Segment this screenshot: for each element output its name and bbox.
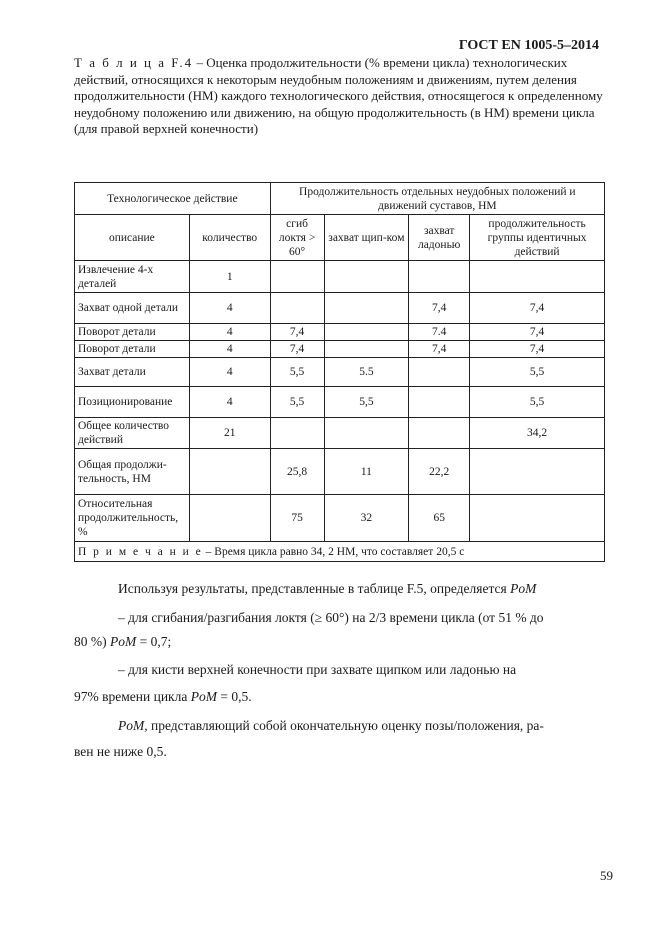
paragraph-3a: – для кисти верхней конечности при захвате щипком или ладонью на bbox=[118, 662, 517, 677]
cell-qty: 4 bbox=[189, 324, 270, 341]
table-row bbox=[75, 449, 605, 495]
table-row bbox=[75, 418, 605, 449]
table-row bbox=[75, 324, 605, 341]
cell-qty: 1 bbox=[189, 261, 270, 293]
cell-desc: Общее количество действий bbox=[75, 418, 190, 449]
cell-pinch: 5,5 bbox=[324, 387, 409, 418]
duration-table bbox=[74, 182, 605, 562]
subheader-group: продолжительность группы идентичных действий bbox=[470, 215, 605, 261]
subheader-quantity: количество bbox=[189, 215, 270, 261]
caption-label: Т а б л и ц а F.4 bbox=[74, 55, 194, 70]
cell-qty: 4 bbox=[189, 341, 270, 358]
cell-pinch bbox=[324, 261, 409, 293]
cell-desc: Извлечение 4-х деталей bbox=[75, 261, 190, 293]
cell-palm: 7,4 bbox=[409, 341, 470, 358]
table-row bbox=[75, 495, 605, 542]
cell-palm bbox=[409, 358, 470, 387]
table-body bbox=[75, 261, 605, 542]
cell-elbow bbox=[270, 293, 324, 324]
cell-desc: Позиционирование bbox=[75, 387, 190, 418]
note-label: П р и м е ч а н и е bbox=[78, 545, 203, 558]
cell-palm bbox=[409, 261, 470, 293]
cell-elbow: 5,5 bbox=[270, 358, 324, 387]
cell-qty bbox=[189, 495, 270, 542]
cell-pinch: 5.5 bbox=[324, 358, 409, 387]
cell-group: 7,4 bbox=[470, 324, 605, 341]
pom-symbol: PoM bbox=[510, 581, 537, 596]
paragraph-2a: – для сгибания/разгибания локтя (≥ 60°) на 2/3 времени цикла (от 51 % до bbox=[118, 610, 544, 625]
subheader-elbow: сгиб локтя > 60° bbox=[270, 215, 324, 261]
page-number: 59 bbox=[600, 868, 613, 883]
header-duration: Продолжительность отдельных неудобных положений и движений суставов, НМ bbox=[270, 183, 604, 215]
cell-elbow: 25,8 bbox=[270, 449, 324, 495]
header-tech-action: Технологическое действие bbox=[75, 183, 271, 215]
cell-desc: Общая продолжительность, НМ bbox=[75, 449, 190, 495]
table-note bbox=[75, 542, 605, 562]
paragraph-2b: 80 %) PoM = 0,7; bbox=[74, 634, 172, 649]
cell-qty: 4 bbox=[189, 387, 270, 418]
cell-qty: 4 bbox=[189, 358, 270, 387]
cell-desc: Поворот детали bbox=[75, 341, 190, 358]
subheader-palm: захват ладонью bbox=[409, 215, 470, 261]
cell-pinch bbox=[324, 418, 409, 449]
cell-group: 5,5 bbox=[470, 387, 605, 418]
paragraph-1: Используя результаты, представленные в таблице F.5, определяется PoM bbox=[118, 581, 537, 596]
cell-palm: 7,4 bbox=[409, 293, 470, 324]
paragraph-4a: PoM, представляющий собой окончательную оценку позы/положения, ра- bbox=[118, 718, 544, 733]
paragraph-3b: 97% времени цикла PoM = 0,5. bbox=[74, 689, 252, 704]
cell-desc: Захват одной детали bbox=[75, 293, 190, 324]
subheader-description: описание bbox=[75, 215, 190, 261]
cell-palm: 65 bbox=[409, 495, 470, 542]
cell-desc: Относительная продолжительность, % bbox=[75, 495, 190, 542]
cell-elbow: 7,4 bbox=[270, 341, 324, 358]
cell-pinch bbox=[324, 341, 409, 358]
cell-elbow bbox=[270, 418, 324, 449]
caption-text: – Оценка продолжительности (% времени цикла) технологических действий, относящихся к некоторым неудобным положениям и движениям, путем деления продолжительности (НМ) каждого технологического действия, относящегося к определенному неудобному положению или движению, на общую продолжительность (в НМ) времени цикла (для правой верхней конечности) bbox=[74, 55, 603, 136]
cell-desc: Поворот детали bbox=[75, 324, 190, 341]
cell-palm bbox=[409, 418, 470, 449]
cell-elbow: 75 bbox=[270, 495, 324, 542]
note-text: – Время цикла равно 34, 2 НМ, что составляет 20,5 с bbox=[202, 545, 465, 558]
cell-group: 7,4 bbox=[470, 293, 605, 324]
cell-group bbox=[470, 261, 605, 293]
cell-pinch bbox=[324, 324, 409, 341]
subheader-pinch: захват щип-ком bbox=[324, 215, 409, 261]
paragraph-4b: вен не ниже 0,5. bbox=[74, 744, 167, 759]
cell-qty bbox=[189, 449, 270, 495]
cell-palm: 22,2 bbox=[409, 449, 470, 495]
table-caption bbox=[74, 55, 614, 138]
document-header: ГОСТ EN 1005-5–2014 bbox=[458, 38, 599, 53]
cell-qty: 4 bbox=[189, 293, 270, 324]
table-row bbox=[75, 341, 605, 358]
cell-group: 5,5 bbox=[470, 358, 605, 387]
cell-palm: 7.4 bbox=[409, 324, 470, 341]
cell-elbow: 5,5 bbox=[270, 387, 324, 418]
cell-qty: 21 bbox=[189, 418, 270, 449]
cell-group: 7,4 bbox=[470, 341, 605, 358]
cell-pinch bbox=[324, 293, 409, 324]
table-row bbox=[75, 293, 605, 324]
cell-pinch: 11 bbox=[324, 449, 409, 495]
cell-group bbox=[470, 495, 605, 542]
cell-group: 34,2 bbox=[470, 418, 605, 449]
cell-pinch: 32 bbox=[324, 495, 409, 542]
cell-elbow bbox=[270, 261, 324, 293]
cell-group bbox=[470, 449, 605, 495]
cell-palm bbox=[409, 387, 470, 418]
table-row bbox=[75, 387, 605, 418]
table-row bbox=[75, 261, 605, 293]
cell-desc: Захват детали bbox=[75, 358, 190, 387]
cell-elbow: 7,4 bbox=[270, 324, 324, 341]
table-row bbox=[75, 358, 605, 387]
